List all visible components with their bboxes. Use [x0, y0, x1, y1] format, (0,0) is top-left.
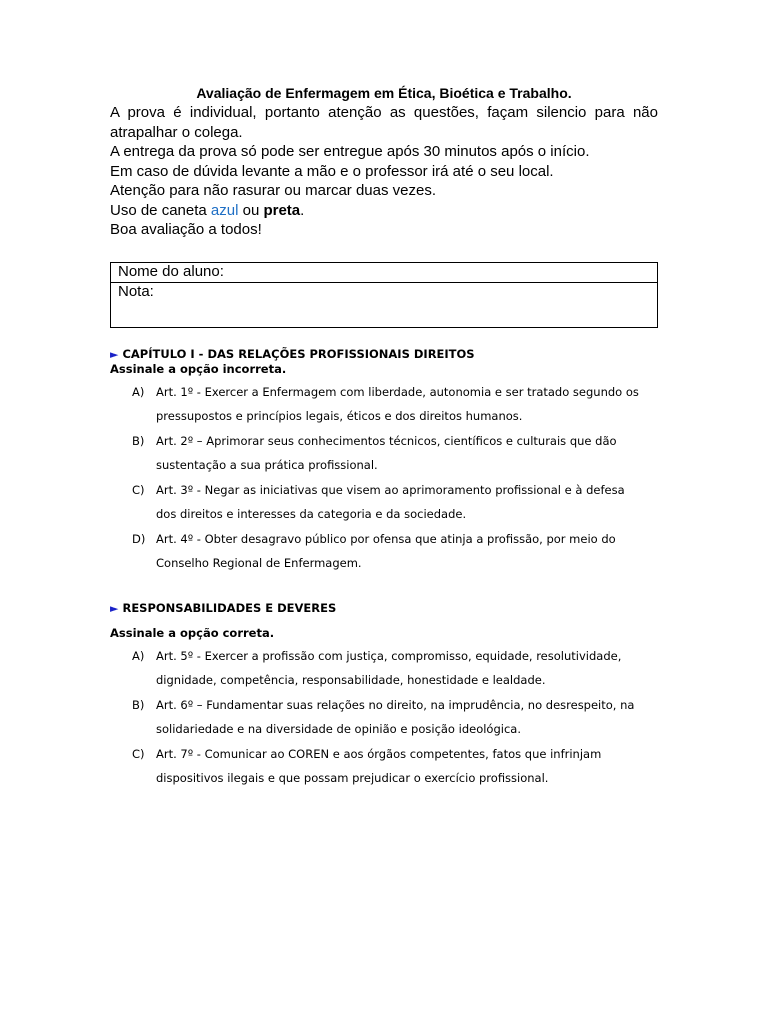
section-heading-text: RESPONSABILIDADES E DEVERES	[122, 600, 337, 615]
option-letter: C)	[132, 746, 145, 761]
section-heading	[110, 347, 658, 362]
option-letter: B)	[132, 697, 145, 712]
grade-label: Nota:	[118, 282, 154, 300]
document-title: Avaliação de Enfermagem em Ética, Bioética e Trabalho.	[196, 85, 572, 101]
option-letter: D)	[132, 531, 146, 546]
instruction-line: A prova é individual, portanto atenção as questões, façam silencio para não atrapalhar o colega.	[110, 104, 658, 141]
option-letter: B)	[132, 433, 145, 448]
answer-option[interactable]	[110, 429, 658, 478]
option-text: Art. 7º - Comunicar ao COREN e aos órgãos competentes, fatos que infrinjam dispositivos ilegais e que possam prejudicar o exercício profissional.	[156, 746, 602, 785]
student-name-field[interactable]	[111, 263, 657, 283]
question-section-1	[110, 347, 658, 576]
answer-option[interactable]	[110, 742, 658, 791]
arrow-bullet-icon: ►	[110, 347, 119, 361]
document-page	[110, 84, 658, 791]
pen-prefix: Uso de caneta	[110, 201, 211, 219]
option-text: Art. 1º - Exercer a Enfermagem com liberdade, autonomia e ser tratado segundo os pressupostos e princípios legais, éticos e dos direitos humanos.	[156, 384, 639, 423]
section-heading	[110, 601, 658, 616]
pen-color-blue: azul	[210, 201, 239, 219]
answer-option[interactable]	[110, 380, 658, 429]
instruction-line: A entrega da prova só pode ser entregue após 30 minutos após o início.	[110, 143, 590, 160]
student-info-table	[110, 262, 658, 328]
option-text: Art. 4º - Obter desagravo público por ofensa que atinja a profissão, por meio do Conselho Regional de Enfermagem.	[156, 531, 616, 570]
answer-option[interactable]	[110, 644, 658, 693]
arrow-bullet-icon: ►	[110, 601, 119, 615]
pen-instruction-line	[110, 201, 658, 221]
answer-options	[110, 380, 658, 576]
pen-color-black: preta	[263, 201, 301, 219]
option-text: Art. 2º – Aprimorar seus conhecimentos técnicos, científicos e culturais que dão sustentação a sua prática profissional.	[156, 433, 617, 472]
student-name-label: Nome do aluno:	[118, 262, 224, 280]
pen-or: ou	[238, 201, 264, 219]
answer-option[interactable]	[110, 478, 658, 527]
option-text: Art. 6º – Fundamentar suas relações no direito, na imprudência, no desrespeito, na solidariedade e na diversidade de opinião e posição ideológica.	[156, 697, 635, 736]
instruction-line: Em caso de dúvida levante a mão e o professor irá até o seu local.	[110, 162, 554, 180]
answer-options	[110, 644, 658, 791]
option-letter: A)	[132, 384, 145, 399]
answer-option[interactable]	[110, 693, 658, 742]
question-section-2	[110, 601, 658, 791]
pen-end: .	[300, 201, 305, 219]
instruction-line: Boa avaliação a todos!	[110, 221, 262, 238]
grade-field[interactable]	[111, 283, 657, 327]
instruction-line: Atenção para não rasurar ou marcar duas vezes.	[110, 182, 437, 199]
question-instruction: Assinale a opção correta.	[110, 625, 275, 640]
instructions-block	[110, 103, 658, 240]
option-text: Art. 3º - Negar as iniciativas que visem ao aprimoramento profissional e à defesa dos direitos e interesses da categoria e da sociedade.	[156, 482, 625, 521]
section-heading-text: CAPÍTULO I - DAS RELAÇÕES PROFISSIONAIS DIREITOS	[122, 346, 475, 361]
answer-option[interactable]	[110, 527, 658, 576]
option-text: Art. 5º - Exercer a profissão com justiça, compromisso, equidade, resolutividade, dignidade, competência, responsabilidade, honestidade e lealdade.	[156, 648, 622, 687]
option-letter: C)	[132, 482, 145, 497]
question-instruction: Assinale a opção incorreta.	[110, 361, 287, 376]
option-letter: A)	[132, 648, 145, 663]
